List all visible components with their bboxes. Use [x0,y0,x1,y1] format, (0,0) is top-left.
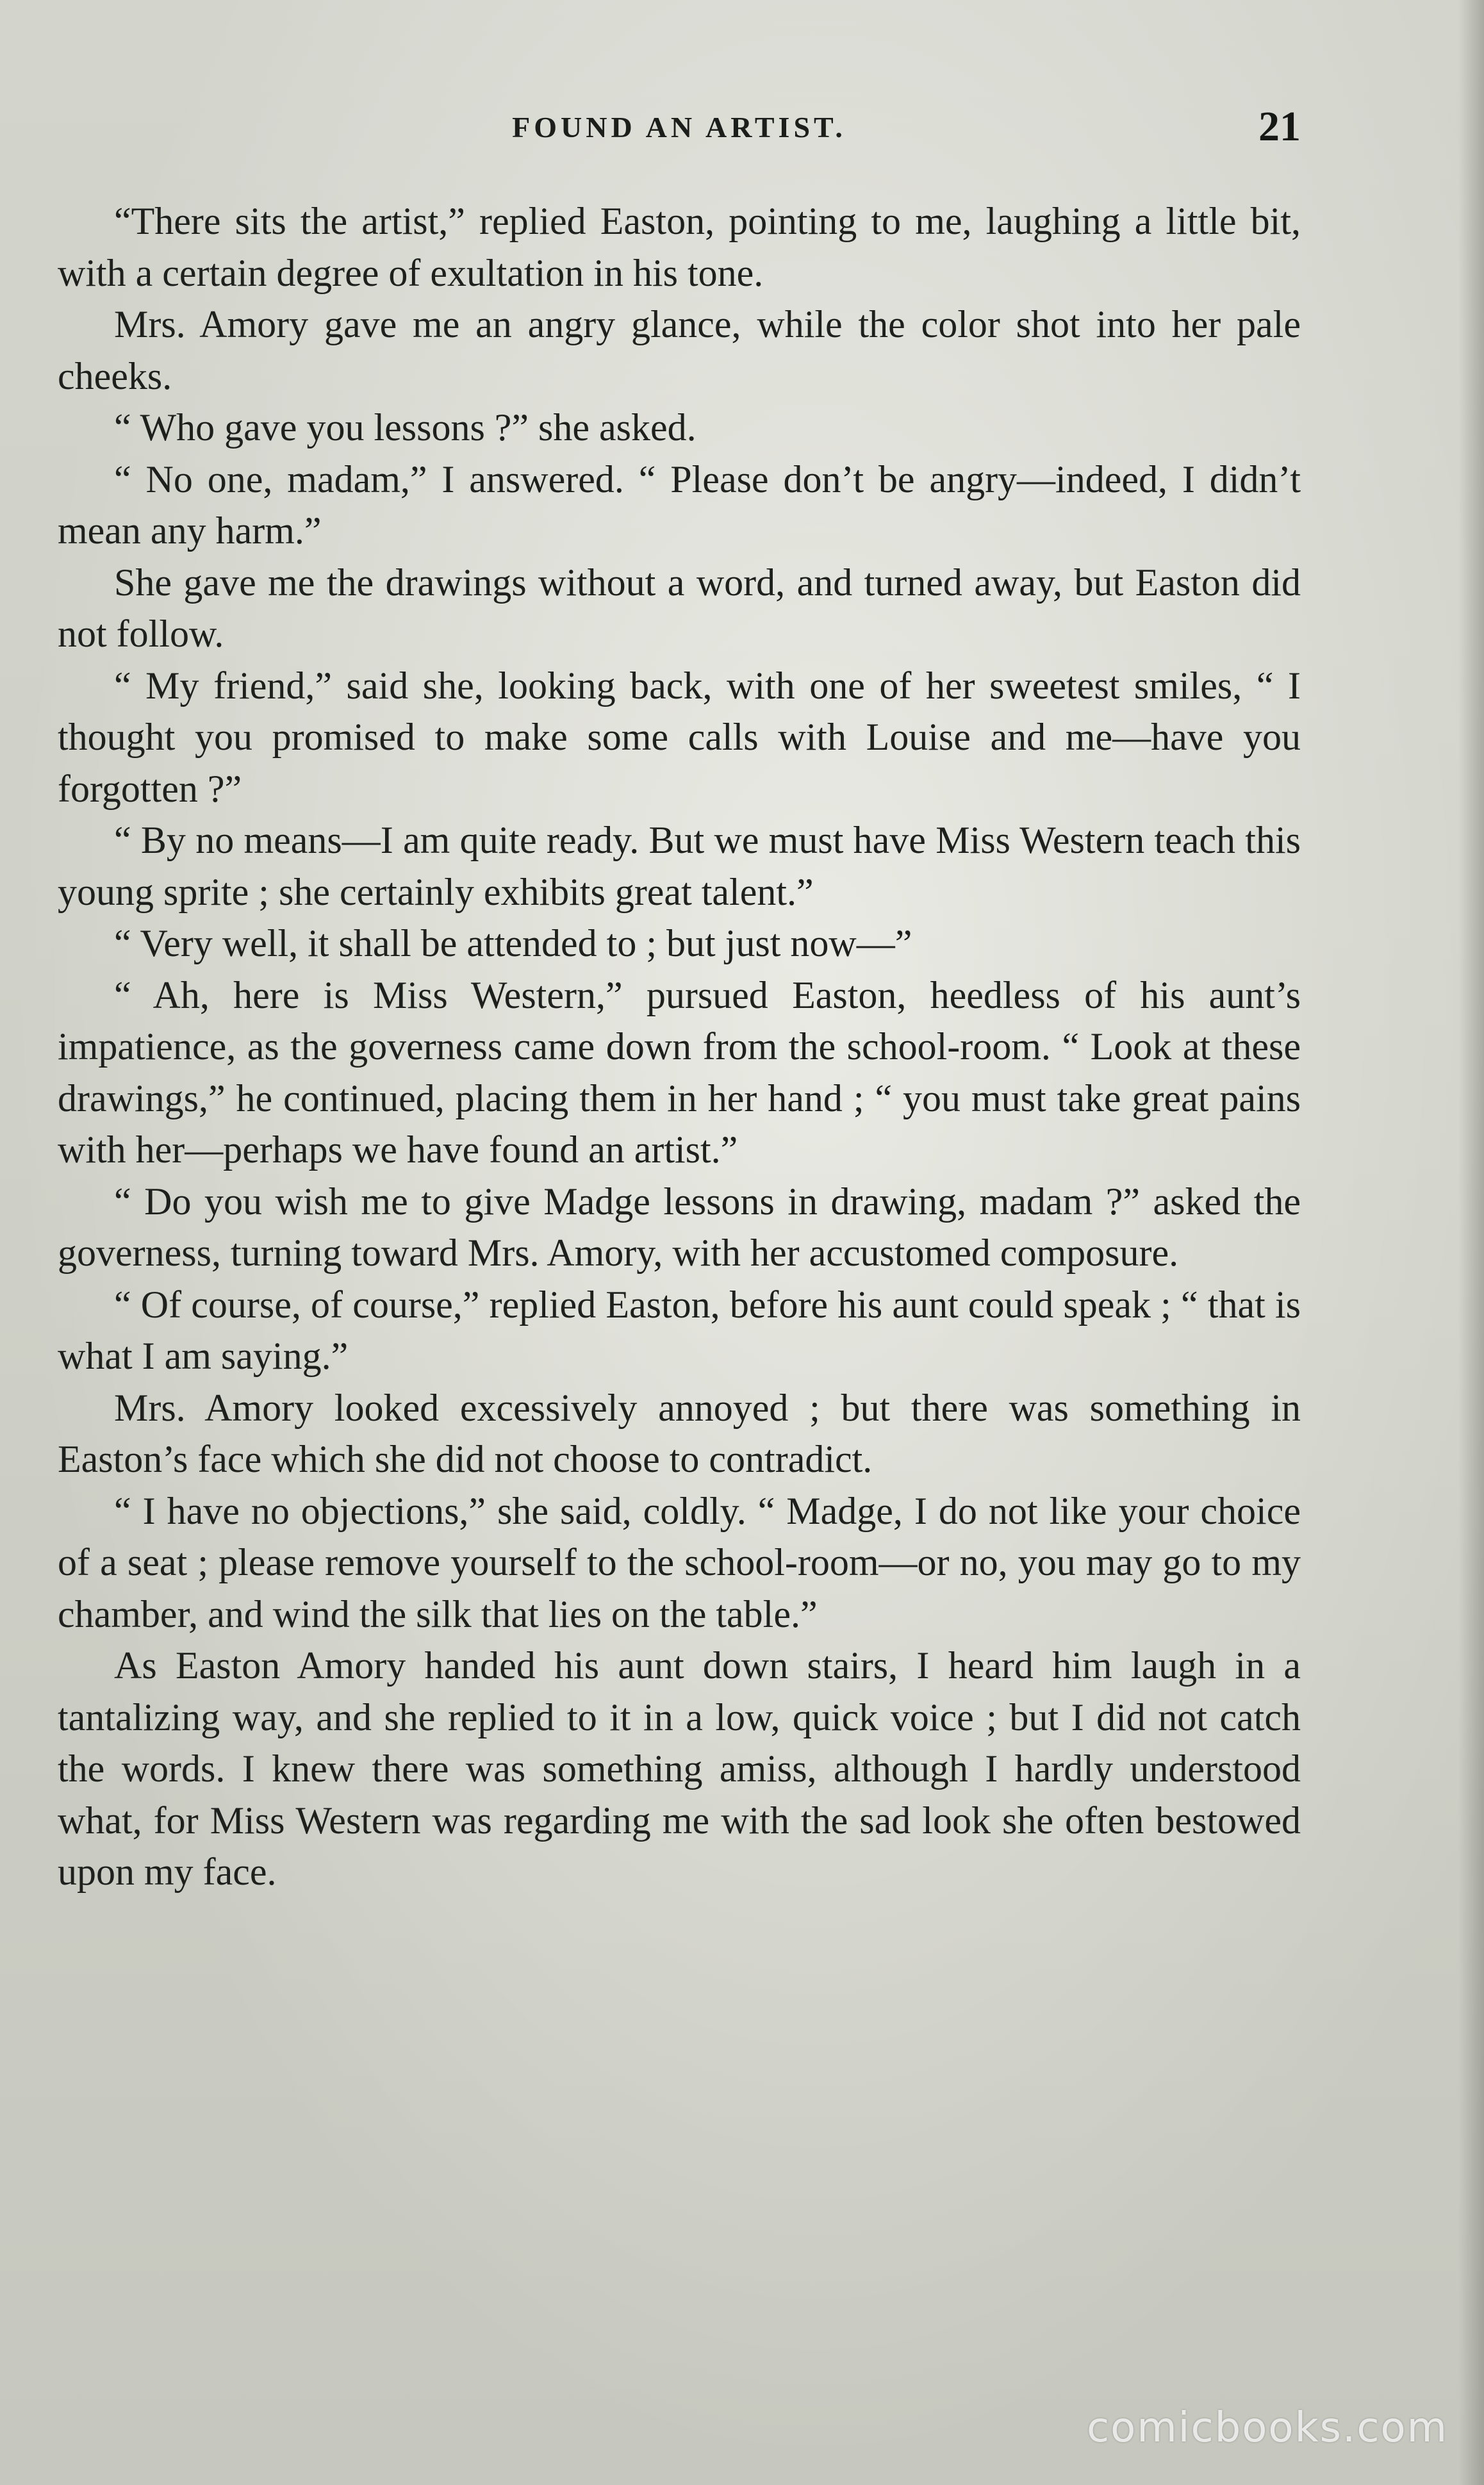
paragraph: She gave me the drawings without a word, and turned away, but Easton did not follow. [58,561,1301,655]
paragraph: “ Of course, of course,” replied Easton, before his aunt could speak ; “ that is what I am saying.” [58,1283,1301,1377]
paragraph: “ Who gave you lessons ?” she asked. [114,406,697,449]
paragraph: As Easton Amory handed his aunt down stairs, I heard him laugh in a tantalizing way, and she replied to it in a low, quick voice ; but I did not catch the words. I knew there was something amiss, although I hardly understood what, for Miss Western was regarding me with the sad look she often bestowed upon my face. [58,1644,1301,1893]
paragraph: “ Ah, here is Miss Western,” pursued Easton, heedless of his aunt’s impatience, as the governess came down from the school-room. “ Look at these drawings,” he continued, placing them in her hand ; “ you must take great pains with her—perhaps we have found an artist.” [58,973,1301,1171]
paragraph: “ No one, madam,” I answered. “ Please don’t be angry—indeed, I didn’t mean any harm.” [58,458,1301,552]
paragraph: Mrs. Amory looked excessively annoyed ; but there was something in Easton’s face which she did not choose to contradict. [58,1386,1301,1480]
paragraph: “There sits the artist,” replied Easton, pointing to me, laughing a little bit, with a certain degree of exultation in his tone. [58,200,1301,294]
body-text [58,195,1301,1898]
page-edge-shadow [1458,0,1484,2485]
paragraph: “ My friend,” said she, looking back, with one of her sweetest smiles, “ I thought you promised to make some calls with Louise and me—have you forgotten ?” [58,664,1301,810]
running-title: FOUND AN ARTIST. [512,111,846,144]
watermark: comicbooks.com [1086,2404,1448,2452]
paragraph: “ Very well, it shall be attended to ; but just now—” [114,922,912,964]
paragraph: “ By no means—I am quite ready. But we must have Miss Western teach this young sprite ; she certainly exhibits great talent.” [58,819,1301,913]
paragraph: “ I have no objections,” she said, coldly. “ Madge, I do not like your choice of a seat ; please remove yourself to the school-room—or no, you may go to my chamber, and wind the silk that lies on the table.” [58,1489,1301,1635]
running-head [58,103,1301,160]
page-number: 21 [1258,103,1301,150]
paragraph: Mrs. Amory gave me an angry glance, while the color shot into her pale cheeks. [58,303,1301,397]
paragraph: “ Do you wish me to give Madge lessons in drawing, madam ?” asked the governess, turning toward Mrs. Amory, with her accustomed composure. [58,1180,1301,1274]
